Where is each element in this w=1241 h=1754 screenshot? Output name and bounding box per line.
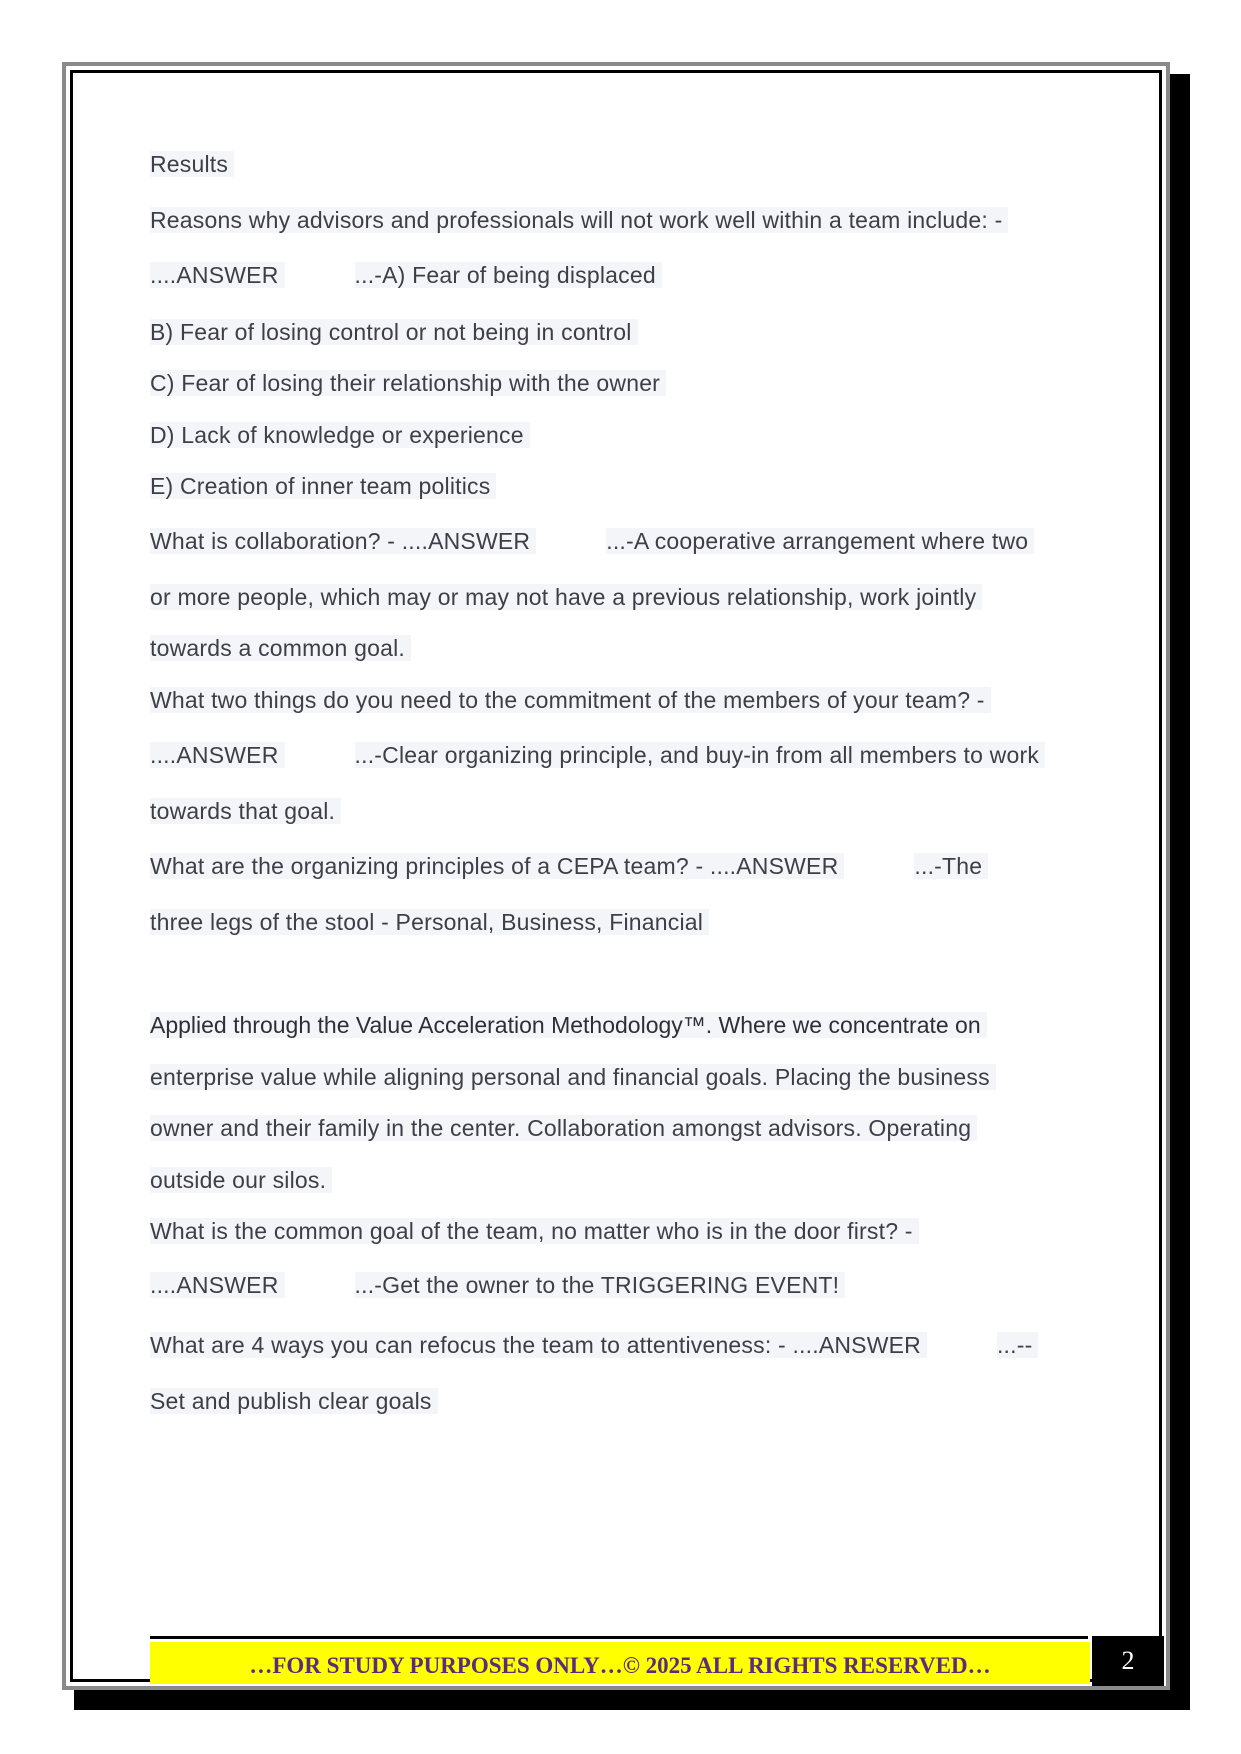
question-line: What two things do you need to the commitment of the members of your team? -: [150, 684, 991, 716]
question-line: What is collaboration? - ....ANSWER ...-A cooperative arrangement where two: [150, 525, 1034, 557]
list-item: C) Fear of losing their relationship with the owner: [150, 367, 666, 399]
paragraph-line: outside our silos.: [150, 1164, 332, 1196]
page-number: 2: [1092, 1636, 1164, 1686]
answer-line: towards a common goal.: [150, 632, 411, 664]
question-line: What are the organizing principles of a CEPA team? - ....ANSWER ...-The: [150, 850, 988, 882]
answer-line: ....ANSWER ...-Get the owner to the TRIGGERING EVENT!: [150, 1269, 845, 1301]
answer-line: ....ANSWER ...-Clear organizing principle, and buy-in from all members to work: [150, 739, 1045, 771]
footer-banner: [150, 1642, 1090, 1684]
question-line: What are 4 ways you can refocus the team to attentiveness: - ....ANSWER ...--: [150, 1329, 1038, 1361]
answer-line: towards that goal.: [150, 795, 341, 827]
paragraph-line: owner and their family in the center. Collaboration amongst advisors. Operating: [150, 1112, 977, 1144]
footer-rule: [150, 1636, 1088, 1639]
question-line: What is the common goal of the team, no matter who is in the door first? -: [150, 1215, 919, 1247]
list-item: D) Lack of knowledge or experience: [150, 419, 530, 451]
answer-line: or more people, which may or may not have a previous relationship, work jointly: [150, 581, 982, 613]
list-item: B) Fear of losing control or not being in control: [150, 316, 638, 348]
answer-line: ....ANSWER ...-A) Fear of being displaced: [150, 259, 662, 291]
paragraph-line: Applied through the Value Acceleration Methodology™. Where we concentrate on: [150, 1009, 987, 1041]
footer-text: …FOR STUDY PURPOSES ONLY…© 2025 ALL RIGHTS RESERVED…: [249, 1653, 991, 1678]
list-item: E) Creation of inner team politics: [150, 470, 496, 502]
paragraph-line: enterprise value while aligning personal and financial goals. Placing the business: [150, 1061, 996, 1093]
answer-line: three legs of the stool - Personal, Business, Financial: [150, 906, 709, 938]
section-heading: Results: [150, 148, 234, 180]
answer-line: Set and publish clear goals: [150, 1385, 438, 1417]
question-line: Reasons why advisors and professionals will not work well within a team include: -: [150, 204, 1008, 236]
